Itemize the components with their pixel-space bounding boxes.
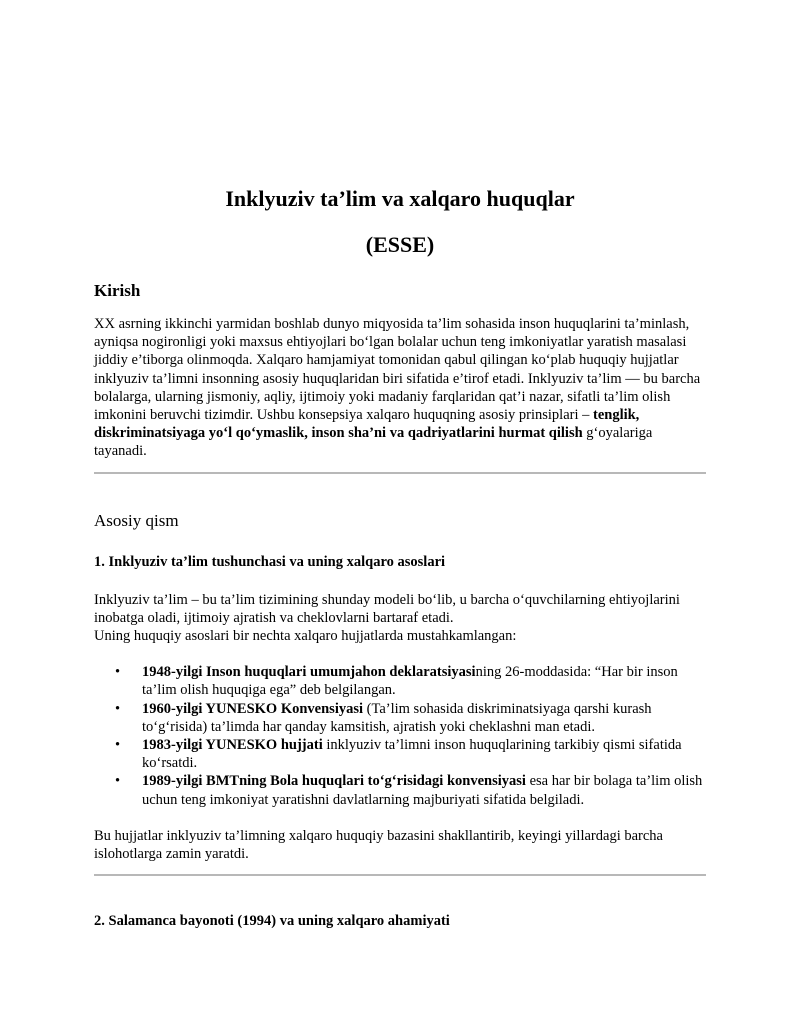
list-item	[94, 772, 706, 808]
bullet-icon: •	[115, 737, 121, 754]
section1-closing: Bu hujjatlar inklyuziv ta’limning xalqaro huquqiy bazasini shakllantirib, keyingi yillardagi barcha islohotlarga zamin yaratdi.	[94, 827, 663, 863]
list-item-text: esa har bir bolaga ta’lim olish uchun teng imkoniyat yaratishni davlatlarning majburiyati sifatida belgiladi.	[142, 773, 703, 808]
section-divider	[94, 472, 706, 474]
list-item-text: inklyuziv ta’limni inson huquqlarining tarkibiy qismi sifatida ko‘rsatdi.	[142, 737, 682, 772]
intro-bold-text: tenglik, diskriminatsiyaga yo‘l qo‘ymaslik, inson sha’ni va qadriyatlarini hurmat qilish	[94, 407, 640, 442]
intro-heading: Kirish	[94, 281, 141, 300]
list-item-text: (Ta’lim sohasida diskriminatsiyaga qarshi kurash to‘g‘risida) ta’limda har qanday kamsitish, ajratish yoki cheklashni man etadi.	[142, 700, 652, 735]
bullet-icon: •	[115, 700, 121, 717]
document-content	[94, 183, 706, 931]
intro-paragraph	[94, 315, 706, 461]
section1-line2: Uning huquqiy asoslari bir nechta xalqaro hujjatlarda mustahkamlangan:	[94, 628, 517, 645]
main-heading: Asosiy qism	[94, 510, 179, 530]
bullet-icon: •	[115, 664, 121, 681]
list-item-text: ning 26-moddasida: “Har bir inson ta’lim olish huquqiga ega” deb belgilangan.	[142, 664, 678, 699]
section-divider	[94, 874, 706, 876]
section1-line1: Inklyuziv ta’lim – bu ta’lim tizimining shunday modeli bo‘lib, u barcha o‘quvchilarning ehtiyojlarini inobatga oladi, ijtimoiy ajratish va cheklovlarni bartaraf etadi.	[94, 591, 680, 626]
section1-paragraph	[94, 591, 706, 646]
list-item	[94, 663, 706, 699]
section1-heading: 1. Inklyuziv ta’lim tushunchasi va uning xalqaro asoslari	[94, 553, 446, 570]
intro-text: XX asrning ikkinchi yarmidan boshlab dunyo miqyosida ta’lim sohasida inson huquqlarini ta’minlash, ayniqsa nogironligi yoki maxsus ehtiyojlari bo‘lgan bolalar uchun teng imkoniyatlar yaratish masalasi jiddiy e’tiborga olinmoqda. Xalqaro hamjamiyat tomonidan qabul qilingan ko‘plab huquqiy hujjatlar inklyuziv ta’limni insonning asosiy huquqlaridan biri sifatida e’tirof etadi. Inklyuziv ta’lim — bu barcha bolalarga, ularning jismoniy, aqliy, ijtimoiy yoki madaniy farqlaridan qat’i nazar, sifatli ta’lim olish imkonini beruvchi tizimdir. Ushbu konsepsiya xalqaro huquqning asosiy prinsiplari –	[94, 316, 701, 424]
document-title: Inklyuziv ta’lim va xalqaro huquqlar	[225, 186, 575, 211]
document-subtitle: (ESSE)	[365, 232, 435, 257]
list-item	[94, 700, 706, 736]
list-item-bold: 1948-yilgi Inson huquqlari umumjahon deklaratsiyasi	[142, 664, 476, 681]
section2-heading: 2. Salamanca bayonoti (1994) va uning xalqaro ahamiyati	[94, 913, 450, 930]
list-item-bold: 1983-yilgi YUNESKO hujjati	[142, 737, 323, 754]
bullet-icon: •	[115, 773, 121, 790]
list-item	[94, 736, 706, 772]
legal-documents-list	[94, 663, 706, 809]
list-item-bold: 1960-yilgi YUNESKO Konvensiyasi	[142, 700, 364, 717]
intro-text-end: g‘oyalariga tayanadi.	[94, 425, 653, 460]
list-item-bold: 1989-yilgi BMTning Bola huquqlari to‘g‘risidagi konvensiyasi	[142, 773, 526, 790]
